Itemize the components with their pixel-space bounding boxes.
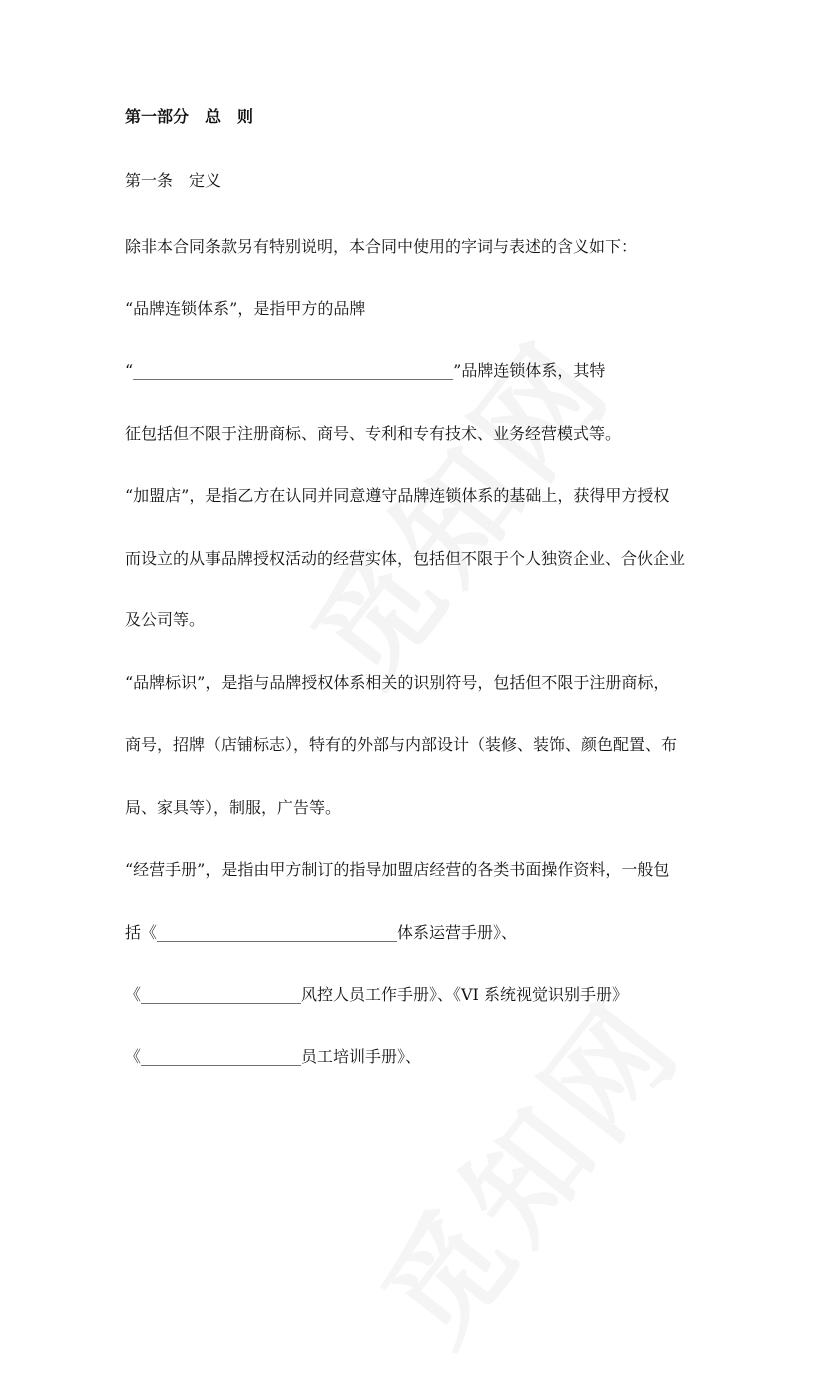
paragraph-line: 而设立的从事品牌授权活动的经营实体，包括但不限于个人独资企业、合伙企业 — [125, 549, 686, 568]
paragraph-line: 除非本合同条款另有特别说明，本合同中使用的字词与表述的含义如下： — [125, 237, 638, 256]
paragraph-line: 征包括但不限于注册商标、商号、专利和专有技术、业务经营模式等。 — [125, 424, 622, 443]
paragraph-line: “加盟店”，是指乙方在认同并同意遵守品牌连锁体系的基础上，获得甲方授权 — [125, 486, 670, 505]
paragraph-line: 《____________________风控人员工作手册》、《VI 系统视觉识别手册》 — [125, 985, 628, 1004]
paragraph-line: 及公司等。 — [125, 610, 206, 629]
article-title: 第一条 定义 — [125, 171, 222, 190]
paragraph-line: “品牌连锁体系”，是指甲方的品牌 — [125, 299, 366, 318]
paragraph-line: “________________________________________”品牌连锁体系，其特 — [125, 361, 606, 380]
paragraph-line: 括《______________________________体系运营手册》、 — [125, 923, 518, 942]
section-heading: 第一部分 总 则 — [125, 107, 254, 126]
paragraph-line: “经营手册”，是指由甲方制订的指导加盟店经营的各类书面操作资料，一般包 — [125, 860, 670, 879]
paragraph-line: 局、家具等），制服，广告等。 — [125, 798, 342, 817]
paragraph-line: 商号，招牌（店铺标志），特有的外部与内部设计（装修、装饰、颜色配置、布 — [125, 735, 678, 754]
paragraph-line: 《____________________员工培训手册》、 — [125, 1047, 422, 1066]
watermark-lower — [337, 959, 713, 1372]
paragraph-line: “品牌标识”，是指与品牌授权体系相关的识别符号，包括但不限于注册商标， — [125, 673, 670, 692]
